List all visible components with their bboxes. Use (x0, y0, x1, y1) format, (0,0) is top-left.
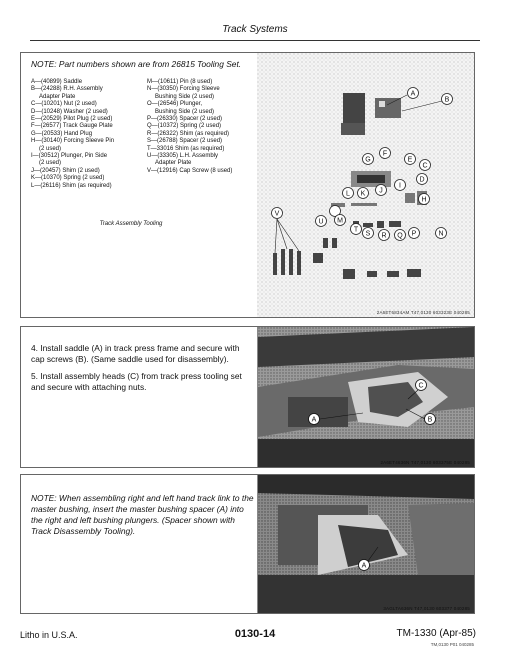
part-item: Adapter Plate (155, 160, 192, 167)
part-item: Adapter Plate (39, 93, 76, 100)
install-saddle-panel (20, 326, 475, 468)
track-press-photo (257, 327, 474, 467)
svg-text:E: E (407, 156, 413, 164)
part-item: J—(20457) Shim (2 used) (31, 167, 100, 174)
part-item: M—(10611) Pin (8 used) (147, 79, 213, 85)
footer-doc-number: TM-1330 (Apr-85) (396, 628, 476, 639)
svg-text:A: A (311, 416, 317, 424)
footer-code: TM,0130 P01 040285 (430, 642, 474, 647)
tooling-note: NOTE: Part numbers shown are from 26815 Tooling Set. (31, 59, 242, 69)
svg-text:R: R (381, 232, 387, 240)
part-item: Bushing Side (2 used) (155, 108, 215, 115)
note-prefix: NOTE: (31, 493, 57, 503)
svg-text:T: T (353, 226, 359, 234)
tooling-photo-drawing (257, 53, 474, 317)
part-item: Bushing Side (2 used) (155, 93, 215, 100)
footer-litho: Litho in U.S.A. (20, 630, 78, 640)
svg-text:D: D (419, 176, 425, 184)
master-bushing-note-panel (20, 474, 475, 614)
part-item: F—(26577) Track Gauge Plate (31, 123, 113, 130)
svg-text:V: V (274, 210, 280, 218)
part-item: Q—(10372) Spring (2 used) (147, 123, 222, 130)
step-5: 5. Install assembly heads (C) from track press tooling set and secure with attaching nuts. (31, 371, 242, 392)
step-4: 4. Install saddle (A) in track press frame and secure with cap screws (B). (Same saddle used for disassembly). (31, 343, 240, 364)
part-item: U—(33305) L.H. Assembly (147, 153, 219, 160)
page-header-title: Track Systems (222, 24, 288, 35)
part-item: R—(26322) Shim (as required) (147, 130, 230, 137)
svg-text:G: G (365, 156, 371, 164)
part-item: N—(30350) Forcing Sleeve (147, 86, 220, 93)
part-item: L—(26116) Shim (as required) (31, 182, 112, 189)
svg-text:H: H (421, 196, 427, 204)
part-item: S—(26788) Spacer (2 used) (147, 138, 223, 145)
figure-id: 2A6ET6834AM T47,0130 603323E 040285 (376, 310, 470, 315)
master-bushing-note (31, 493, 257, 537)
part-item: A—(40899) Saddle (31, 79, 83, 85)
part-item: O—(26546) Plunger, (147, 101, 203, 108)
svg-text:B: B (427, 416, 433, 424)
master-bushing-drawing (258, 475, 474, 613)
svg-text:A: A (410, 90, 416, 98)
parts-list-right (147, 79, 261, 175)
svg-text:M: M (337, 217, 343, 225)
svg-text:C: C (418, 382, 424, 390)
svg-text:P: P (411, 230, 417, 238)
part-item: E—(20529) Pilot Plug (2 used) (31, 116, 113, 123)
part-item: H—(30140) Forcing Sleeve Pin (31, 138, 115, 145)
parts-list-left (31, 79, 143, 190)
figure-id: 2A6ET4636N T47,0130 603375E 040285 (380, 460, 470, 465)
note-body: When assembling right and left hand track link to the master bushing, insert the master bushing spacer (A) into the right and left bushing plungers. (Spacer shown with Track Disassembly Tooling). (31, 493, 254, 536)
svg-text:C: C (422, 162, 428, 170)
header-rule (30, 40, 480, 41)
tooling-photo (257, 53, 474, 317)
part-item: P—(26330) Spacer (2 used) (147, 116, 223, 123)
part-item: (2 used) (39, 160, 62, 167)
svg-text:U: U (318, 218, 324, 226)
footer-page-number: 0130-14 (234, 628, 276, 640)
svg-text:I: I (399, 182, 401, 190)
svg-text:K: K (360, 190, 366, 198)
svg-text:F: F (382, 150, 388, 158)
svg-text:B: B (444, 96, 450, 104)
part-item: D—(10248) Washer (2 used) (31, 108, 108, 115)
master-bushing-photo (257, 475, 474, 613)
figure-id: 3AGLTA636N T47,0130 603377 040285 (383, 606, 470, 611)
part-item: I—(30512) Plunger, Pin Side (31, 153, 108, 160)
part-item: B—(24288) R.H. Assembly (31, 86, 103, 93)
part-item: (2 used) (39, 145, 62, 152)
part-item: K—(10370) Spring (2 used) (31, 175, 105, 182)
figure-caption: Track Assembly Tooling (99, 221, 163, 227)
part-item: C—(10201) Nut (2 used) (31, 101, 97, 108)
svg-text:S: S (365, 230, 371, 238)
svg-text:N: N (438, 230, 444, 238)
svg-text:L: L (346, 190, 350, 198)
svg-text:Q: Q (397, 232, 403, 240)
part-item: G—(20533) Hand Plug (31, 130, 93, 137)
track-press-drawing (258, 327, 474, 467)
svg-text:J: J (379, 187, 383, 195)
tooling-panel (20, 52, 475, 318)
part-item: T—33016 Shim (as required) (147, 145, 225, 152)
svg-text:A: A (361, 562, 367, 570)
part-item: V—(12916) Cap Screw (8 used) (147, 167, 233, 174)
